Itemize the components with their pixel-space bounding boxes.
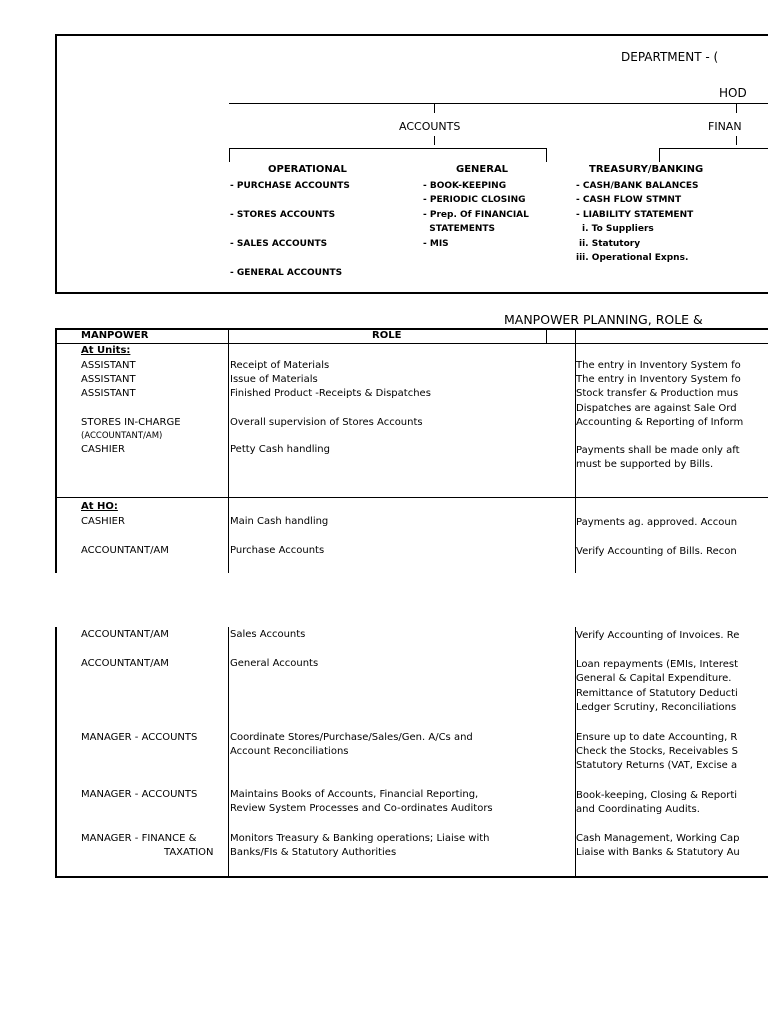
hod-branch-line [229,103,768,104]
role-cell: Review System Processes and Co-ordinates Auditors [230,803,493,814]
desc-cell: Payments ag. approved. Accoun [576,517,738,528]
manpower-cell: ASSISTANT [81,374,136,385]
table2-bottom-border [55,876,768,878]
header-role: ROLE [372,330,402,341]
desc-cell: and Coordinating Audits. [576,804,700,815]
manpower-cell: CASHIER [81,516,125,527]
manpower-cell: MANAGER - FINANCE & [81,833,197,844]
desc-cell: Verify Accounting of Bills. Recon [576,546,737,557]
col-divider-blank [546,328,547,343]
table-left-border [55,328,57,573]
role-cell: Overall supervision of Stores Accounts [230,417,423,428]
accounts-label: ACCOUNTS [399,120,461,133]
manpower-cell: STORES IN-CHARGE [81,417,181,428]
desc-cell: must be supported by Bills. [576,459,714,470]
desc-cell: General & Capital Expenditure. [576,673,732,684]
treasury-item: i. To Suppliers [582,224,654,234]
desc-cell: Verify Accounting of Invoices. Re [576,630,740,641]
desc-cell: Stock transfer & Production mus [576,388,739,399]
manpower-cell: ASSISTANT [81,360,136,371]
operational-item: - SALES ACCOUNTS [230,239,328,249]
role-cell: Finished Product -Receipts & Dispatches [230,388,431,399]
operational-item: - STORES ACCOUNTS [230,210,336,220]
table-top-border [55,328,768,330]
accounts-tick-lower [434,136,435,145]
manpower-cell: ACCOUNTANT/AM [81,545,169,556]
table2-left-border [55,627,57,877]
treasury-item: - CASH/BANK BALANCES [576,181,699,191]
manpower-cell: MANAGER - ACCOUNTS [81,732,198,743]
table2-col-divider-role [228,627,229,877]
general-item: - Prep. Of FINANCIAL [423,210,529,220]
finance-label: FINAN [708,120,742,133]
role-cell: Petty Cash handling [230,444,330,455]
treasury-item: - LIABILITY STATEMENT [576,210,694,220]
desc-cell: Book-keeping, Closing & Reporti [576,790,738,801]
desc-cell: Ledger Scrutiny, Reconciliations [576,702,737,713]
manpower-cell: ASSISTANT [81,388,136,399]
col-divider-role [228,328,229,573]
accounts-branch-line [229,148,547,149]
manpower-cell: CASHIER [81,444,125,455]
desc-cell: Loan repayments (EMIs, Interest [576,659,739,670]
desc-cell: The entry in Inventory System fo [576,360,741,371]
desc-cell: Accounting & Reporting of Inform [576,417,744,428]
finance-branch-line [659,148,768,149]
role-cell: Purchase Accounts [230,545,325,556]
treasury-item: - CASH FLOW STMNT [576,195,682,205]
desc-cell: Remittance of Statutory Deducti [576,688,738,699]
treasury-drop [659,148,660,162]
treasury-title: TREASURY/BANKING [589,164,704,175]
operational-title: OPERATIONAL [268,164,347,175]
manpower-cell: MANAGER - ACCOUNTS [81,789,198,800]
role-cell: Main Cash handling [230,516,329,527]
general-title: GENERAL [456,164,509,175]
general-item: STATEMENTS [423,224,495,234]
operational-item: - GENERAL ACCOUNTS [230,268,343,278]
general-item: - MIS [423,239,449,249]
manpower-table-title: MANPOWER PLANNING, ROLE & [504,312,703,327]
general-item: - PERIODIC CLOSING [423,195,526,205]
header-manpower: MANPOWER [81,330,149,341]
role-cell: Issue of Materials [230,374,318,385]
manpower-subcell: (ACCOUNTANT/AM) [81,431,163,441]
desc-cell: Check the Stocks, Receivables S [576,746,738,757]
desc-cell: Cash Management, Working Cap [576,833,740,844]
role-cell: Account Reconciliations [230,746,349,757]
header-bottom-border [55,343,768,344]
role-cell: Maintains Books of Accounts, Financial Reporting, [230,789,479,800]
desc-cell: Dispatches are against Sale Ord [576,403,737,414]
finance-tick-lower [736,136,737,145]
general-drop-right [546,148,547,162]
desc-cell: Liaise with Banks & Statutory Au [576,847,740,858]
operational-drop [229,148,230,162]
role-cell: General Accounts [230,658,319,669]
desc-cell: Ensure up to date Accounting, R [576,732,738,743]
role-cell: Coordinate Stores/Purchase/Sales/Gen. A/Cs and [230,732,473,743]
operational-item: - PURCHASE ACCOUNTS [230,181,350,191]
units-section-bottom [55,497,768,498]
desc-cell: Payments shall be made only aft [576,445,740,456]
manpower-cell: ACCOUNTANT/AM [81,658,169,669]
finance-tick [736,104,737,113]
role-cell: Sales Accounts [230,629,306,640]
manpower-cell: ACCOUNTANT/AM [81,629,169,640]
section-ho: At HO: [81,501,118,512]
treasury-item: iii. Operational Expns. [576,253,689,263]
section-units: At Units: [81,345,131,356]
manpower-cell: TAXATION [164,847,214,858]
desc-cell: The entry in Inventory System fo [576,374,741,385]
desc-cell: Statutory Returns (VAT, Excise a [576,760,738,771]
general-item: - BOOK-KEEPING [423,181,507,191]
role-cell: Banks/FIs & Statutory Authorities [230,847,397,858]
department-title: DEPARTMENT - ( [621,50,719,64]
role-cell: Monitors Treasury & Banking operations; Liaise with [230,833,490,844]
hod-label: HOD [719,86,747,100]
treasury-item: ii. Statutory [579,239,641,249]
accounts-tick [434,104,435,113]
role-cell: Receipt of Materials [230,360,330,371]
